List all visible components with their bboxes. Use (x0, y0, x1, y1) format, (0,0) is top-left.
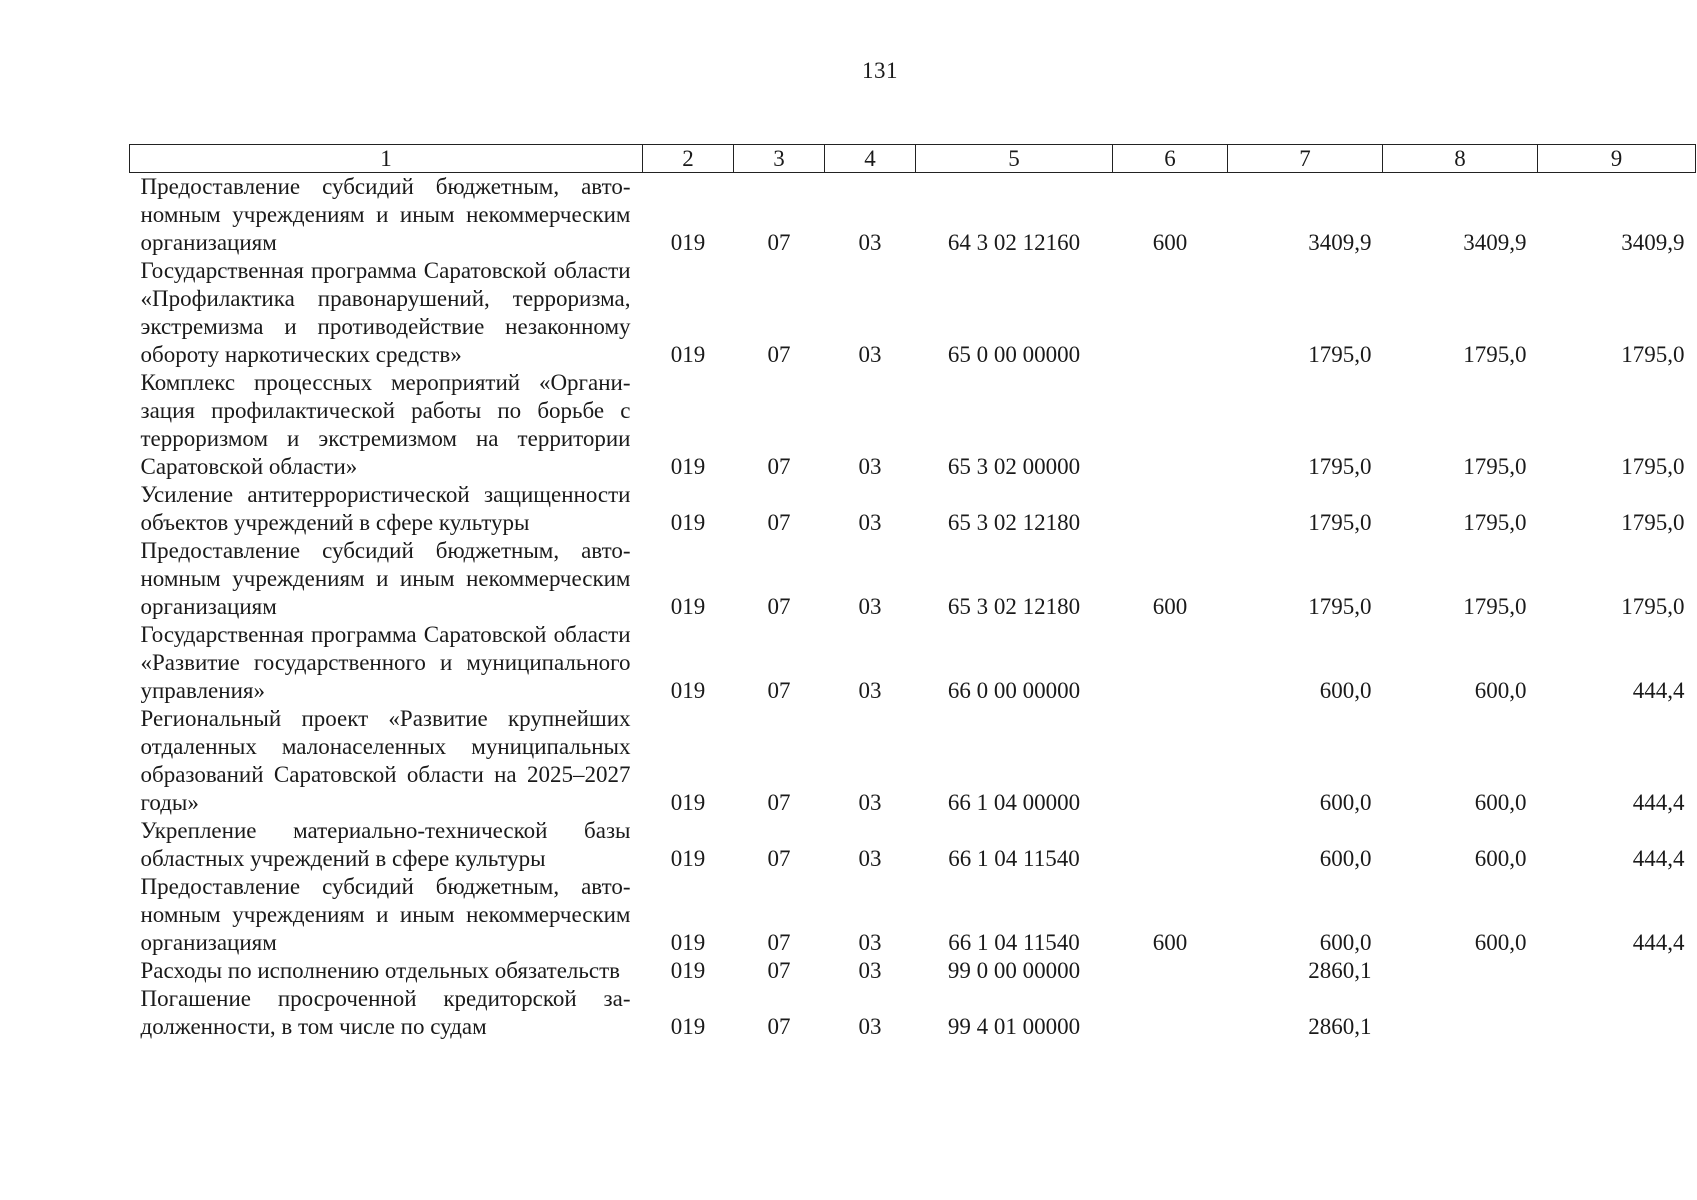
row-grbs-code: 019 (670, 790, 706, 815)
row-subsection-code: 03 (858, 510, 882, 535)
row-amount-year-2: 600,0 (1474, 930, 1527, 955)
table-body (130, 173, 1696, 1042)
table-row (130, 705, 1696, 817)
row-description: Региональный проект «Развитие крупнейших отдаленных малонаселенных муниципальных образований Саратовской области на 2025–2027 годы» (140, 706, 631, 815)
row-grbs-code: 019 (670, 594, 706, 619)
row-expense-type (1113, 481, 1228, 537)
row-subsection-code: 03 (858, 594, 882, 619)
row-target-article: 99 0 00 00000 (947, 958, 1081, 983)
table-row (130, 481, 1696, 537)
header-col-1: 1 (130, 145, 643, 173)
row-section-code: 07 (767, 454, 791, 479)
row-amount-year-3: 444,4 (1632, 678, 1685, 703)
row-subsection-code: 03 (858, 454, 882, 479)
row-grbs-code: 019 (670, 930, 706, 955)
row-grbs-code: 019 (670, 230, 706, 255)
header-row (130, 145, 1696, 173)
table-row (130, 621, 1696, 705)
row-description: Предоставление субсидий бюджетным, автономным учреждениям и иным некоммерческим организациям (140, 174, 631, 255)
row-amount-year-3: 3409,9 (1621, 230, 1685, 255)
row-description: Усиление антитеррористической защищенности объектов учреждений в сфере культуры (140, 482, 631, 535)
row-section-code: 07 (767, 678, 791, 703)
table-row (130, 817, 1696, 873)
row-amount-year-2: 1795,0 (1463, 510, 1527, 535)
row-amount-year-3: 1795,0 (1621, 510, 1685, 535)
row-target-article: 99 4 01 00000 (947, 1014, 1081, 1039)
row-amount-year-3: 1795,0 (1621, 342, 1685, 367)
row-grbs-code: 019 (670, 510, 706, 535)
row-grbs-code: 019 (670, 1014, 706, 1039)
row-amount-year-3 (1538, 985, 1696, 1041)
row-grbs-code: 019 (670, 846, 706, 871)
row-section-code: 07 (767, 790, 791, 815)
row-amount-year-1: 1795,0 (1308, 510, 1372, 535)
row-subsection-code: 03 (858, 230, 882, 255)
row-expense-type (1113, 257, 1228, 369)
table-row (130, 369, 1696, 481)
table-row (130, 873, 1696, 957)
row-amount-year-2 (1383, 985, 1538, 1041)
row-expense-type (1113, 621, 1228, 705)
row-target-article: 66 1 04 11540 (948, 930, 1080, 955)
header-col-5: 5 (916, 145, 1113, 173)
row-amount-year-2: 1795,0 (1463, 454, 1527, 479)
row-description: Государственная программа Саратовской области «Профилактика правонарушений, терроризма, экстремизма и противодействие незаконному обороту наркотических средств» (140, 258, 631, 367)
header-col-7: 7 (1228, 145, 1383, 173)
row-amount-year-3: 444,4 (1632, 930, 1685, 955)
row-target-article: 65 3 02 12180 (947, 510, 1081, 535)
row-grbs-code: 019 (670, 678, 706, 703)
row-amount-year-2: 600,0 (1474, 678, 1527, 703)
row-amount-year-1: 600,0 (1319, 846, 1372, 871)
header-col-9: 9 (1538, 145, 1696, 173)
table-row (130, 537, 1696, 621)
row-subsection-code: 03 (858, 342, 882, 367)
row-amount-year-1: 600,0 (1319, 930, 1372, 955)
row-amount-year-1: 1795,0 (1308, 594, 1372, 619)
row-expense-type (1113, 985, 1228, 1041)
row-section-code: 07 (767, 230, 791, 255)
row-subsection-code: 03 (858, 930, 882, 955)
row-amount-year-3: 444,4 (1632, 846, 1685, 871)
header-col-4: 4 (825, 145, 916, 173)
row-expense-type (1113, 817, 1228, 873)
table-row (130, 957, 1696, 985)
row-description: Погашение просроченной кредиторской задолженности, в том числе по судам (140, 986, 631, 1039)
row-section-code: 07 (767, 846, 791, 871)
row-subsection-code: 03 (858, 1014, 882, 1039)
row-target-article: 65 0 00 00000 (947, 342, 1081, 367)
row-amount-year-3 (1538, 957, 1696, 985)
row-expense-type (1113, 705, 1228, 817)
header-col-8: 8 (1383, 145, 1538, 173)
table-row (130, 173, 1696, 258)
budget-table (129, 144, 1696, 1041)
row-amount-year-2: 3409,9 (1463, 230, 1527, 255)
row-expense-type: 600 (1152, 230, 1188, 255)
row-section-code: 07 (767, 594, 791, 619)
row-description: Укрепление материально-технической базы областных учреждений в сфере культуры (140, 818, 631, 871)
row-expense-type (1113, 957, 1228, 985)
row-amount-year-2: 600,0 (1474, 846, 1527, 871)
row-amount-year-1: 2860,1 (1308, 958, 1372, 983)
table-row (130, 985, 1696, 1041)
row-amount-year-3: 444,4 (1632, 790, 1685, 815)
row-amount-year-3: 1795,0 (1621, 594, 1685, 619)
row-section-code: 07 (767, 1014, 791, 1039)
row-expense-type (1113, 369, 1228, 481)
row-grbs-code: 019 (670, 454, 706, 479)
table-row (130, 257, 1696, 369)
row-description: Государственная программа Саратовской области «Развитие государственного и муниципального управления» (140, 622, 631, 703)
row-target-article: 65 3 02 00000 (947, 454, 1081, 479)
row-target-article: 64 3 02 12160 (947, 230, 1081, 255)
row-description: Предоставление субсидий бюджетным, автономным учреждениям и иным некоммерческим организациям (140, 538, 631, 619)
row-amount-year-2: 600,0 (1474, 790, 1527, 815)
row-subsection-code: 03 (858, 958, 882, 983)
row-section-code: 07 (767, 510, 791, 535)
row-amount-year-2: 1795,0 (1463, 342, 1527, 367)
row-amount-year-1: 600,0 (1319, 790, 1372, 815)
row-amount-year-3: 1795,0 (1621, 454, 1685, 479)
row-amount-year-1: 1795,0 (1308, 342, 1372, 367)
header-col-3: 3 (734, 145, 825, 173)
row-target-article: 65 3 02 12180 (947, 594, 1081, 619)
table-header (130, 145, 1696, 173)
header-col-2: 2 (643, 145, 734, 173)
row-description: Расходы по исполнению отдельных обязательств (140, 958, 620, 983)
row-section-code: 07 (767, 958, 791, 983)
page-number: 131 (862, 58, 898, 83)
row-expense-type: 600 (1152, 594, 1188, 619)
row-section-code: 07 (767, 342, 791, 367)
row-subsection-code: 03 (858, 790, 882, 815)
header-col-6: 6 (1113, 145, 1228, 173)
row-amount-year-1: 1795,0 (1308, 454, 1372, 479)
row-subsection-code: 03 (858, 846, 882, 871)
row-expense-type: 600 (1152, 930, 1188, 955)
row-target-article: 66 0 00 00000 (947, 678, 1081, 703)
row-description: Предоставление субсидий бюджетным, автономным учреждениям и иным некоммерческим организациям (140, 874, 631, 955)
row-description: Комплекс процессных мероприятий «Организация профилактической работы по борьбе с терроризмом и экстремизмом на территории Саратовской области» (140, 370, 631, 479)
row-amount-year-2 (1383, 957, 1538, 985)
row-amount-year-2: 1795,0 (1463, 594, 1527, 619)
row-subsection-code: 03 (858, 678, 882, 703)
row-target-article: 66 1 04 11540 (948, 846, 1080, 871)
row-grbs-code: 019 (670, 342, 706, 367)
row-grbs-code: 019 (670, 958, 706, 983)
row-target-article: 66 1 04 00000 (947, 790, 1081, 815)
row-amount-year-1: 600,0 (1319, 678, 1372, 703)
row-section-code: 07 (767, 930, 791, 955)
row-amount-year-1: 2860,1 (1308, 1014, 1372, 1039)
row-amount-year-1: 3409,9 (1308, 230, 1372, 255)
